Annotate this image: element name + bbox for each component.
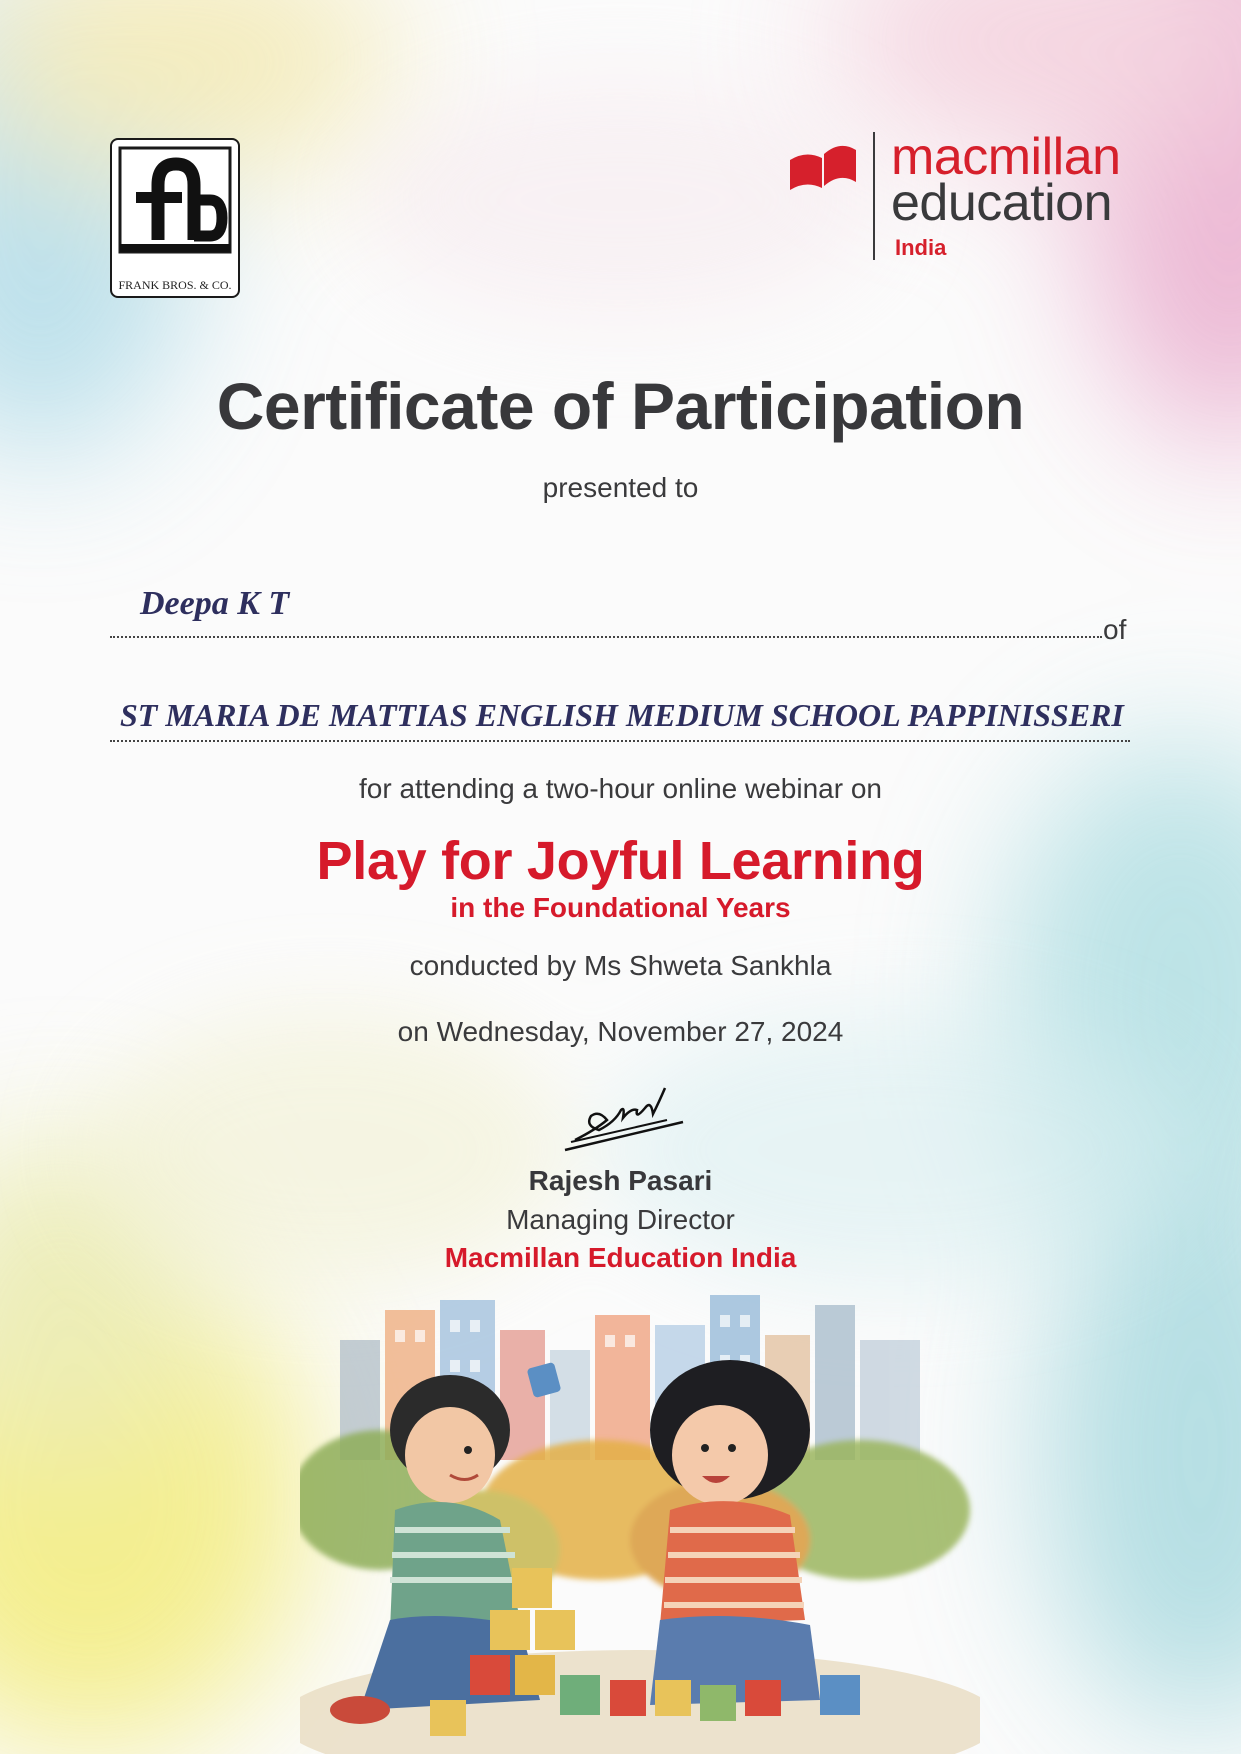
certificate-title: Certificate of Participation	[216, 369, 1025, 443]
school-dotted-line	[110, 740, 1130, 742]
education-wordmark: education	[891, 174, 1113, 232]
attending-text: for attending a two-hour online webinar on	[358, 773, 882, 804]
of-label: of	[1103, 614, 1127, 645]
presented-to-label: presented to	[542, 472, 699, 503]
conducted-by-text: conducted by Ms Shweta Sankhla	[409, 950, 832, 981]
recipient-name: Deepa K T	[140, 585, 290, 622]
webinar-date: on Wednesday, November 27, 2024	[397, 1016, 844, 1047]
signatory-role: Managing Director	[506, 1204, 735, 1235]
macmillan-wordmark: macmillan	[891, 128, 1121, 186]
signatory-name: Rajesh Pasari	[528, 1165, 713, 1196]
signatory-organization: Macmillan Education India	[444, 1242, 797, 1273]
school-name: ST MARIA DE MATTIAS ENGLISH MEDIUM SCHOOL PAPPINISSERI	[120, 697, 1124, 733]
frank-bros-emblem-icon	[112, 140, 238, 260]
macmillan-education-logo	[788, 128, 1138, 264]
name-dotted-line	[110, 636, 1102, 638]
frank-bros-logo	[110, 138, 240, 298]
macmillan-flag-icon	[788, 128, 888, 264]
children-playing-illustration	[300, 1280, 980, 1754]
signature-icon	[555, 1080, 685, 1160]
webinar-subtitle: in the Foundational Years	[450, 892, 791, 923]
frank-bros-caption: FRANK BROS. & CO.	[118, 278, 232, 292]
region-label: India	[895, 235, 947, 260]
webinar-title: Play for Joyful Learning	[316, 831, 925, 891]
